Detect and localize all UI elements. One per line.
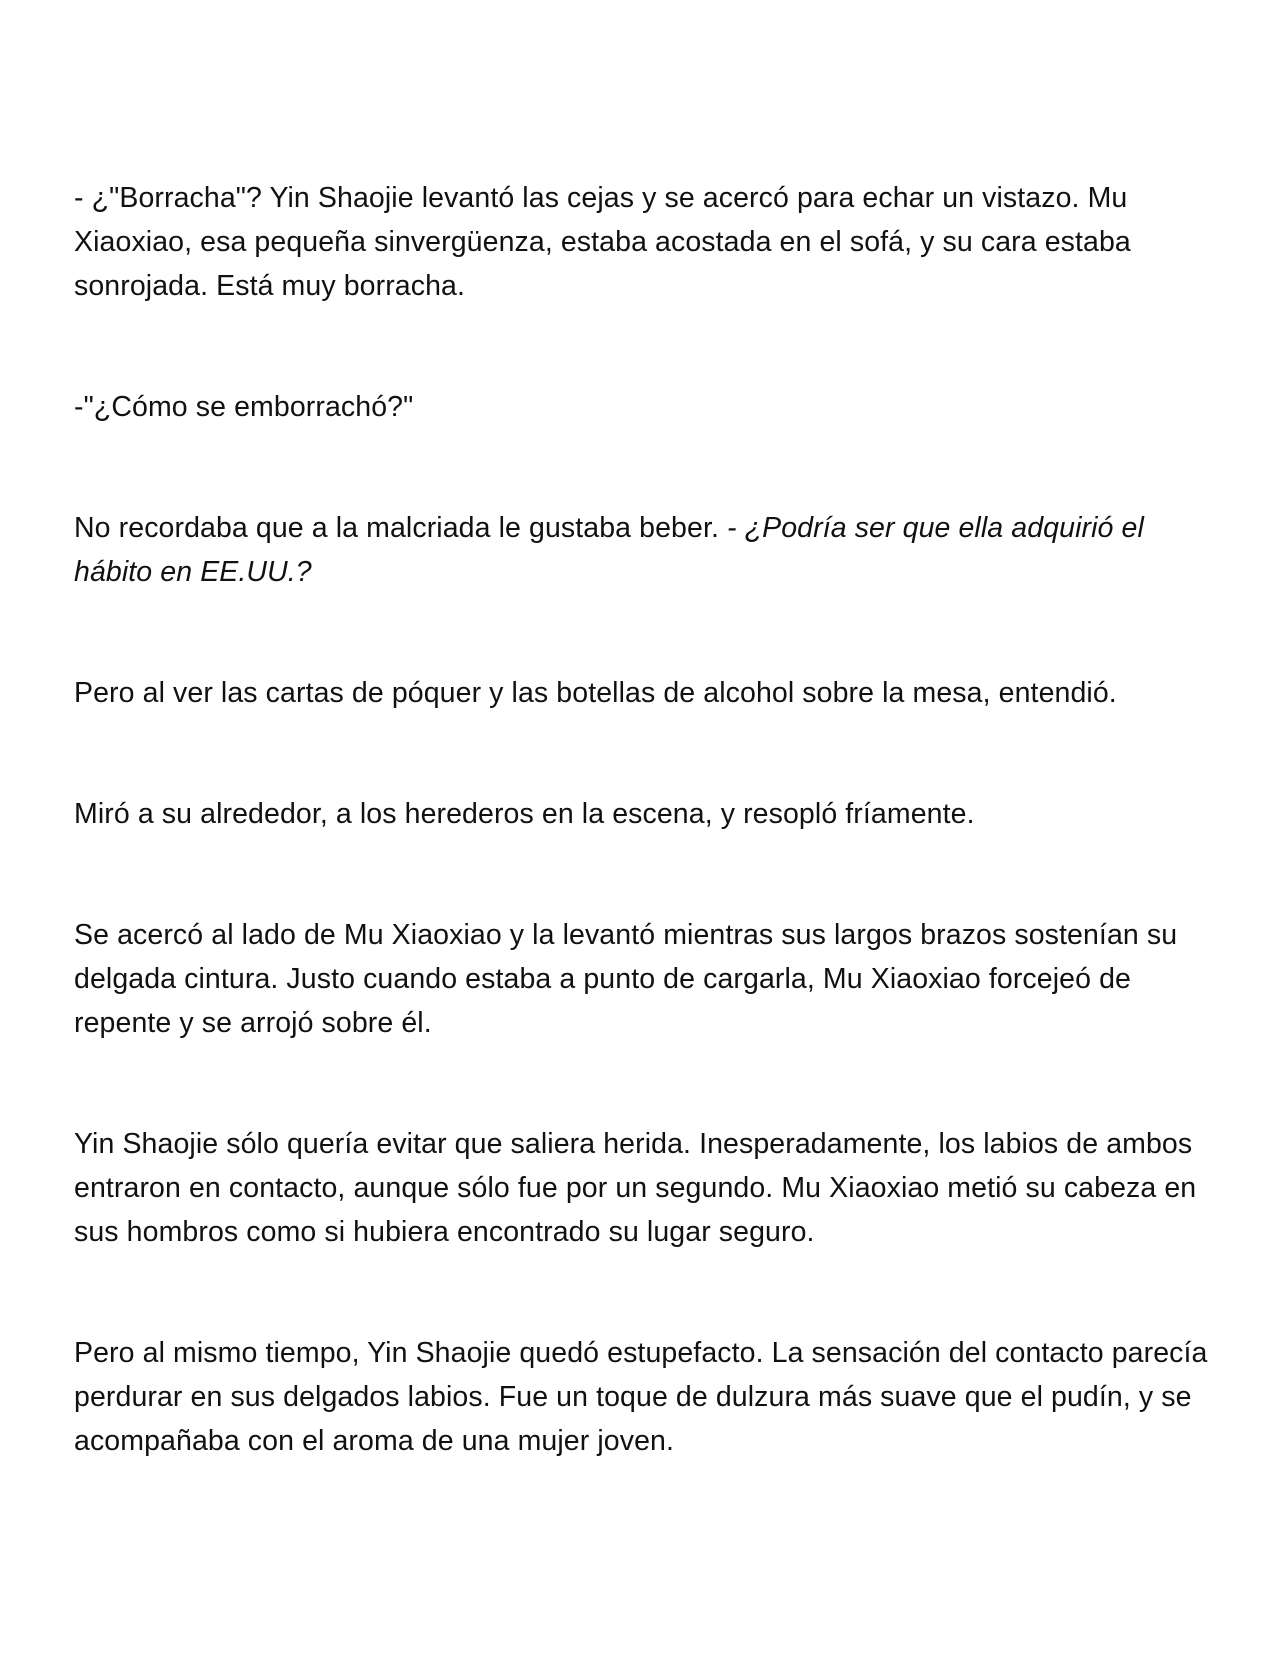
paragraph-3 <box>74 506 1214 594</box>
document-page <box>74 176 1214 1463</box>
paragraph-1: - ¿"Borracha"? Yin Shaojie levantó las cejas y se acercó para echar un vistazo. Mu Xiaoxiao, esa pequeña sinvergüenza, estaba acostada en el sofá, y su cara estaba sonrojada. Está muy borracha. <box>74 182 1131 302</box>
paragraph-2: -"¿Cómo se emborrachó?" <box>74 391 414 423</box>
paragraph-7: Yin Shaojie sólo quería evitar que saliera herida. Inesperadamente, los labios de ambos entraron en contacto, aunque sólo fue por un segundo. Mu Xiaoxiao metió su cabeza en sus hombros como si hubiera encontrado su lugar seguro. <box>74 1128 1197 1248</box>
paragraph-3-text: No recordaba que a la malcriada le gustaba beber. <box>74 512 727 544</box>
paragraph-4: Pero al ver las cartas de póquer y las botellas de alcohol sobre la mesa, entendió. <box>74 677 1117 709</box>
paragraph-3-italic-text: - ¿Podría ser que ella adquirió el hábito en EE.UU.? <box>74 512 1144 588</box>
paragraph-6: Se acercó al lado de Mu Xiaoxiao y la levantó mientras sus largos brazos sostenían su delgada cintura. Justo cuando estaba a punto de cargarla, Mu Xiaoxiao forcejeó de repente y se arrojó sobre él. <box>74 919 1178 1039</box>
paragraph-5: Miró a su alrededor, a los herederos en la escena, y resopló fríamente. <box>74 798 975 830</box>
paragraph-8: Pero al mismo tiempo, Yin Shaojie quedó estupefacto. La sensación del contacto parecía perdurar en sus delgados labios. Fue un toque de dulzura más suave que el pudín, y se acompañaba con el aroma de una mujer joven. <box>74 1337 1208 1457</box>
